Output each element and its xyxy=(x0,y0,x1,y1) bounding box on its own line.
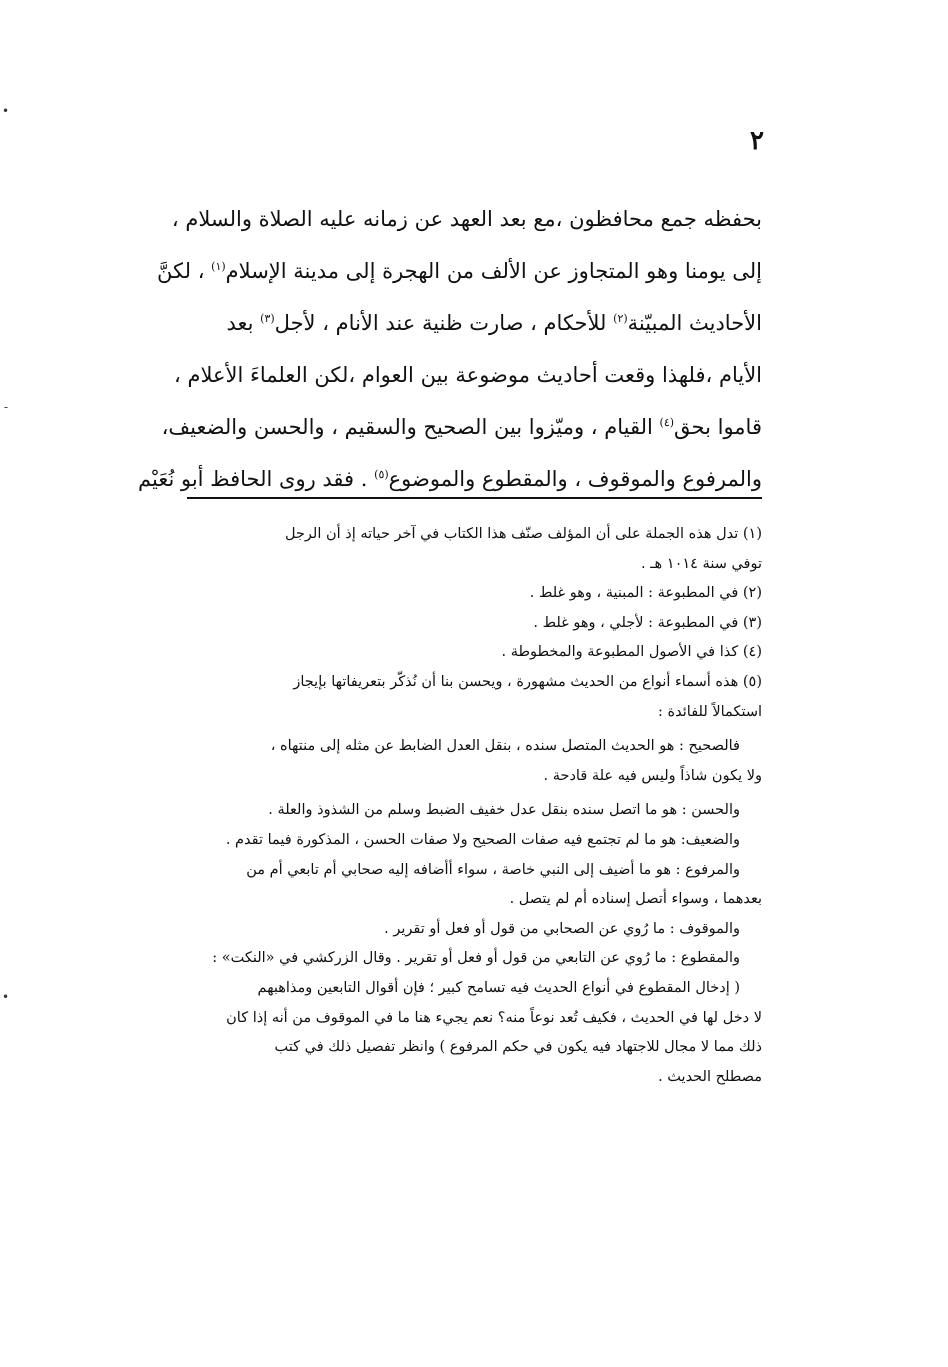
main-text xyxy=(138,193,762,505)
footnote-2: (٢) في المطبوعة : المبنية ، وهو غلط . xyxy=(529,585,762,602)
main-line-text: بعد xyxy=(226,311,254,335)
main-line-2 xyxy=(157,245,762,297)
footnote-ref[interactable]: (٥) xyxy=(374,468,389,481)
footnote-ref[interactable]: (٢) xyxy=(613,312,628,325)
zarkashi-quote: ( إدخال المقطوع في أنواع الحديث فيه تسامح كبير ؛ فإن أقوال التابعين ومذاهبهم xyxy=(257,979,740,996)
definition-marfu-cont: بعدهما ، وسواء أتصل إسناده أم لم يتصل . xyxy=(509,891,762,908)
main-line-text: الأيام ،فلهذا وقعت أحاديث موضوعة بين العوام ،لكن العلماءَ الأعلام ، xyxy=(174,363,762,387)
definition-marfu: والمرفوع : هو ما أضيف إلى النبي خاصة ، سواء أأضافه إليه صحابي أم تابعي أم من xyxy=(246,861,740,878)
main-line-text: بحفظه جمع محافظون ،مع بعد العهد عن زمانه عليه الصلاة والسلام ، xyxy=(171,207,762,231)
footnote-1: (١) تدل هذه الجملة على أن المؤلف صنّف هذا الكتاب في آخر حياته إذ أن الرجل xyxy=(284,526,762,542)
margin-dot: • xyxy=(2,104,10,118)
main-line-5 xyxy=(161,401,762,453)
footnote-4: (٤) كذا في الأصول المطبوعة والمخطوطة . xyxy=(501,644,762,661)
footnote-3: (٣) في المطبوعة : لأجلي ، وهو غلط . xyxy=(533,614,762,631)
definition-daif: والضعيف: هو ما لم تجتمع فيه صفات الصحيح ولا صفات الحسن ، المذكورة فيما تقدم . xyxy=(225,831,740,848)
footnote-5: (٥) هذه أسماء أنواع من الحديث مشهورة ، ويحسن بنا أن نُذكّر بتعريفاتها بإيجاز xyxy=(293,673,762,690)
margin-dot: • xyxy=(2,990,10,1004)
definition-mawquf: والموقوف : ما رُوي عن الصحابي من قول أو فعل أو تقرير . xyxy=(384,920,740,937)
definition-sahih: فالصحيح : هو الحديث المتصل سنده ، بنقل العدل الضابط عن مثله إلى منتهاه ، xyxy=(270,738,740,755)
footnote-ref[interactable]: (٤) xyxy=(659,416,675,429)
zarkashi-quote-cont-2: ذلك مما لا مجال للاجتهاد فيه يكون في حكم المرفوع ) وانظر تفصيل ذلك في كتب xyxy=(274,1039,762,1056)
main-line-text: ، لكنَّ xyxy=(157,259,205,283)
main-line-text: للأحكام ، صارت ظنية عند الأنام ، لأجل xyxy=(274,311,607,335)
footnote-separator xyxy=(187,497,762,499)
main-line-text: قاموا بحق xyxy=(674,415,762,439)
page-number: ٢ xyxy=(750,126,764,156)
main-line-text: . فقد روى الحافظ أبو نُعَيْم xyxy=(138,467,368,491)
definition-maqtu: والمقطوع : ما رُوي عن التابعي من قول أو فعل أو تقرير . وقال الزركشي في «النكت» : xyxy=(212,950,740,967)
main-line-text: القيام ، وميّزوا بين الصحيح والسقيم ، والحسن والضعيف، xyxy=(161,415,653,439)
footnote-5-cont: استكمالاً للفائدة : xyxy=(658,703,762,720)
main-line-4 xyxy=(174,349,762,401)
definition-sahih-cont: ولا يكون شاذاً وليس فيه علة قادحة . xyxy=(543,767,762,784)
main-line-text: والمرفوع والموقوف ، والمقطوع والموضوع xyxy=(388,467,762,491)
main-line-text: الأحاديث المبيّنة xyxy=(627,311,762,335)
margin-dash: - xyxy=(4,400,9,414)
main-line-1 xyxy=(171,193,762,245)
footnote-1-cont: توفي سنة ١٠١٤ هـ . xyxy=(641,555,762,572)
footnotes xyxy=(182,520,762,1092)
footnote-ref[interactable]: (٣) xyxy=(260,312,275,325)
main-line-text: إلى يومنا وهو المتجاوز عن الألف من الهجرة إلى مدينة الإسلام xyxy=(225,259,762,283)
zarkashi-quote-end: مصطلح الحديث . xyxy=(658,1068,762,1085)
definition-hasan: والحسن : هو ما اتصل سنده بنقل عدل خفيف الضبط وسلم من الشذوذ والعلة . xyxy=(268,802,740,819)
main-line-3 xyxy=(182,297,762,349)
footnote-ref[interactable]: (١) xyxy=(211,260,226,273)
zarkashi-quote-cont-1: لا دخل لها في الحديث ، فكيف تُعد نوعاً منه؟ نعم يجيء هنا ما في الموقوف من أنه إذا كان xyxy=(226,1009,762,1026)
